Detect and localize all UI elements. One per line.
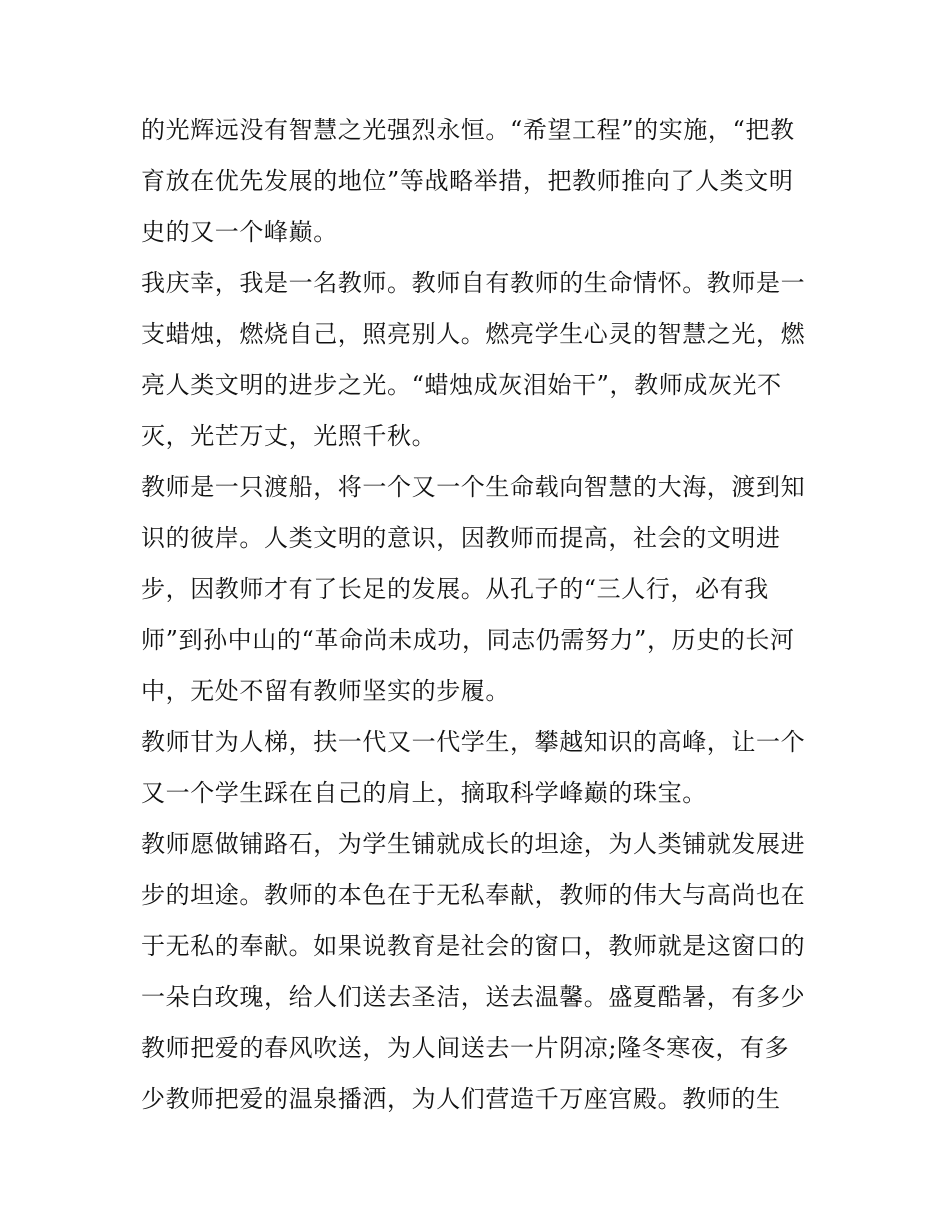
- text-line: 育放在优先发展的地位”等战略举措，把教师推向了人类文明: [141, 167, 794, 195]
- text-line: 步，因教师才有了长足的发展。从孔子的“三人行，必有我: [141, 575, 769, 603]
- text-line: 步的坦途。教师的本色在于无私奉献，教师的伟大与高尚也在: [141, 881, 806, 909]
- text-line: 识的彼岸。人类文明的意识，因教师而提高，社会的文明进: [141, 524, 781, 552]
- text-line: 灭，光芒万丈，光照千秋。: [141, 422, 437, 450]
- text-line: 师”到孙中山的“革命尚未成功，同志仍需努力”，历史的长河: [141, 626, 795, 654]
- text-line: 教师愿做铺路石，为学生铺就成长的坦途，为人类铺就发展进: [141, 830, 806, 858]
- text-line: 史的又一个峰巅。: [141, 218, 338, 246]
- text-line: 教师是一只渡船，将一个又一个生命载向智慧的大海，渡到知: [141, 473, 806, 501]
- text-line: 教师把爱的春风吹送，为人间送去一片阴凉;隆冬寒夜，有多: [141, 1034, 790, 1062]
- text-line: 的光辉远没有智慧之光强烈永恒。“希望工程”的实施，“把教: [141, 116, 795, 144]
- body-text: [141, 105, 821, 1125]
- text-line: 于无私的奉献。如果说教育是社会的窗口，教师就是这窗口的: [141, 932, 806, 960]
- text-line: 教师甘为人梯，扶一代又一代学生，攀越知识的高峰，让一个: [141, 728, 806, 756]
- text-line: 亮人类文明的进步之光。“蜡烛成灰泪始干”，教师成灰光不: [141, 371, 782, 399]
- text-line: 支蜡烛，燃烧自己，照亮别人。燃亮学生心灵的智慧之光，燃: [141, 320, 806, 348]
- text-line: 又一个学生踩在自己的肩上，摘取科学峰巅的珠宝。: [141, 779, 707, 807]
- text-line: 一朵白玫瑰，给人们送去圣洁，送去温馨。盛夏酷暑，有多少: [141, 983, 806, 1011]
- text-line: 中，无处不留有教师坚实的步履。: [141, 677, 510, 705]
- text-line: 我庆幸，我是一名教师。教师自有教师的生命情怀。教师是一: [141, 269, 806, 297]
- text-line: 少教师把爱的温泉播洒，为人们营造千万座宫殿。教师的生: [141, 1085, 781, 1113]
